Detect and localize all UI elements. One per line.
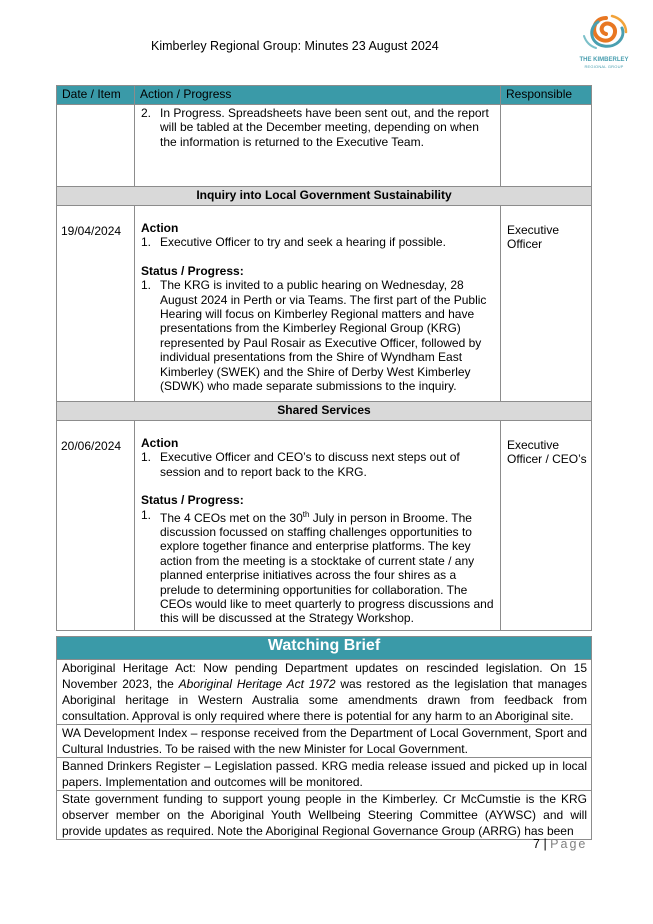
table-header-row [57,86,592,105]
brief-text: was restored as the legislation that manages Aboriginal heritage in Western Australia some amendments drawn from feedback from consultation. Approval is only required where there is potential for any harm to an Aboriginal site. [62,677,587,723]
page-separator: | [543,837,547,851]
status-text-rest: July in person in Broome. The discussion focussed on staffing challenges opportunities to explore together finance and enterprise platforms. The key action from the meeting is a stocktake of current state / any planned enterprise initiatives across the four shires as a prelude to determining opportunities for collaboration. The CEOs would like to meet quarterly to progress discussions and this will be discussed at the Strategy Workshop. [160,510,494,626]
watching-brief-heading: Watching Brief [57,637,592,660]
status-text [160,508,494,626]
section-heading-row [57,402,592,421]
action-cell [135,105,501,187]
progress-text: In Progress. Spreadsheets have been sent out, and the report will be tabled at the December meeting, depending on when the information is returned to the Executive Team. [160,106,489,149]
watching-brief-item: State government funding to support young people in the Kimberley. Cr McCumstie is the KRG observer member on the Aboriginal Youth Wellbeing Steering Committee (AYWSC) and will provide updates as required. Note the Aboriginal Regional Governance Group (ARRG) has been [57,791,592,840]
watching-brief-item: WA Development Index – response received from the Department of Local Government, Sport and Cultural Industries. To be raised with the new Minister for Local Government. [57,725,592,758]
status-text-start: The 4 CEOs met on the 30 [160,510,303,525]
column-header-date: Date / Item [57,86,135,105]
logo-text-sub: REGIONAL GROUP [584,63,624,69]
list-number: 1. [141,235,152,250]
date-cell [57,105,135,187]
date-cell: 20/06/2024 [57,421,135,631]
action-label: Action [141,221,179,235]
list-item [141,106,494,149]
list-item [141,508,494,626]
table-row [57,206,592,402]
action-text: Executive Officer to try and seek a hearing if possible. [160,235,446,250]
column-header-action: Action / Progress [135,86,501,105]
status-label: Status / Progress: [141,263,244,278]
action-cell [135,421,501,631]
page-number [533,837,587,851]
action-cell [135,206,501,402]
brief-text: Aboriginal Heritage Act: Now pending Department updates on rescinded legislation. On 15 November 2023, the [62,661,587,691]
logo-swirl-icon [576,14,632,52]
status-label: Status / Progress: [141,493,244,508]
watching-brief-item: Banned Drinkers Register – Legislation passed. KRG media release issued and picked up in local papers. Implementation and outcomes will be monitored. [57,758,592,791]
list-number: 1. [141,507,152,522]
list-number: 2. [141,106,152,120]
status-text: The KRG is invited to a public hearing on Wednesday, 28 August 2024 in Perth or via Teams. The first part of the Public Hearing will focus on Kimberley Regional matters and have presentations from the Kimberley Regional Group (KRG) represented by Paul Rosair as Executive Officer, followed by individual presentations from the Shire of Wyndham East Kimberley (SWEK) and the Shire of Derby West Kimberley (SDWK) who made separate submissions to the inquiry. [160,278,487,394]
document-header-title: Kimberley Regional Group: Minutes 23 August 2024 [151,39,439,53]
section-heading-shared-services: Shared Services [57,402,592,421]
list-item [141,450,494,479]
section-heading-inquiry: Inquiry into Local Government Sustainability [57,187,592,206]
ordinal-suffix: th [302,509,310,519]
kimberley-logo [576,14,632,70]
date-cell: 19/04/2024 [57,206,135,402]
action-text: Executive Officer and CEO’s to discuss next steps out of session and to report back to the KRG. [160,450,460,479]
watching-brief-table [56,636,592,840]
brief-act-title: Aboriginal Heritage Act 1972 [178,677,336,691]
column-header-responsible: Responsible [501,86,592,105]
page-number-value: 7 [533,837,540,851]
action-label: Action [141,436,179,450]
list-number: 1. [141,450,152,465]
page-label: Page [550,837,588,851]
list-item [141,278,494,393]
watching-brief-item [57,660,592,725]
list-number: 1. [141,278,152,293]
responsible-cell: Executive Officer / CEO’s [501,421,592,631]
logo-text-main: THE KIMBERLEY [579,57,629,63]
section-heading-row [57,187,592,206]
responsible-cell: Executive Officer [501,206,592,402]
table-row [57,105,592,187]
table-row [57,421,592,631]
list-item [141,235,494,249]
responsible-cell [501,105,592,187]
action-table [56,85,592,631]
